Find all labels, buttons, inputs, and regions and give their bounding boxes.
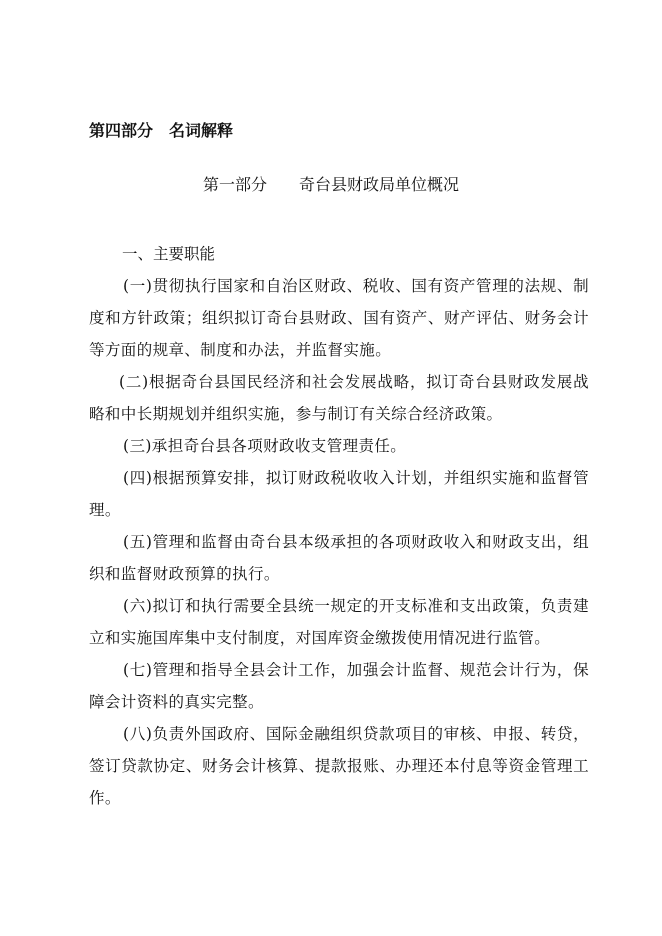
part-heading: 第四部分 名词解释 (89, 121, 234, 140)
paragraph-duty-3: (三)承担奇台县各项财政收支管理责任。 (123, 437, 407, 455)
paragraph-duty-4: (四)根据预算安排，拟订财政税收收入计划，并组织实施和监督管理。 (89, 469, 589, 519)
paragraph-duty-2: (二)根据奇台县国民经济和社会发展战略，拟订奇台县财政发展战略和中长期规划并组织实施，参与制订有关综合经济政策。 (89, 373, 589, 423)
paragraph-duty-7: (七)管理和指导全县会计工作，加强会计监督、规范会计行为，保障会计资料的真实完整。 (89, 661, 589, 711)
sub-heading: 一、主要职能 (122, 245, 216, 263)
section-title: 第一部分 奇台县财政局单位概况 (202, 175, 459, 194)
body-text (89, 270, 589, 814)
paragraph-duty-5: (五)管理和监督由奇台县本级承担的各项财政收入和财政支出，组织和监督财政预算的执行。 (89, 533, 589, 583)
paragraph-duty-1: (一)贯彻执行国家和自治区财政、税收、国有资产管理的法规、制度和方针政策；组织拟订奇台县财政、国有资产、财产评估、财务会计等方面的规章、制度和办法，并监督实施。 (89, 277, 589, 359)
paragraph-duty-8: (八)负责外国政府、国际金融组织贷款项目的审核、申报、转贷，签订贷款协定、财务会计核算、提款报账、办理还本付息等资金管理工作。 (89, 725, 589, 807)
paragraph-duty-6: (六)拟订和执行需要全县统一规定的开支标准和支出政策，负责建立和实施国库集中支付制度，对国库资金缴拨使用情况进行监管。 (89, 597, 589, 647)
